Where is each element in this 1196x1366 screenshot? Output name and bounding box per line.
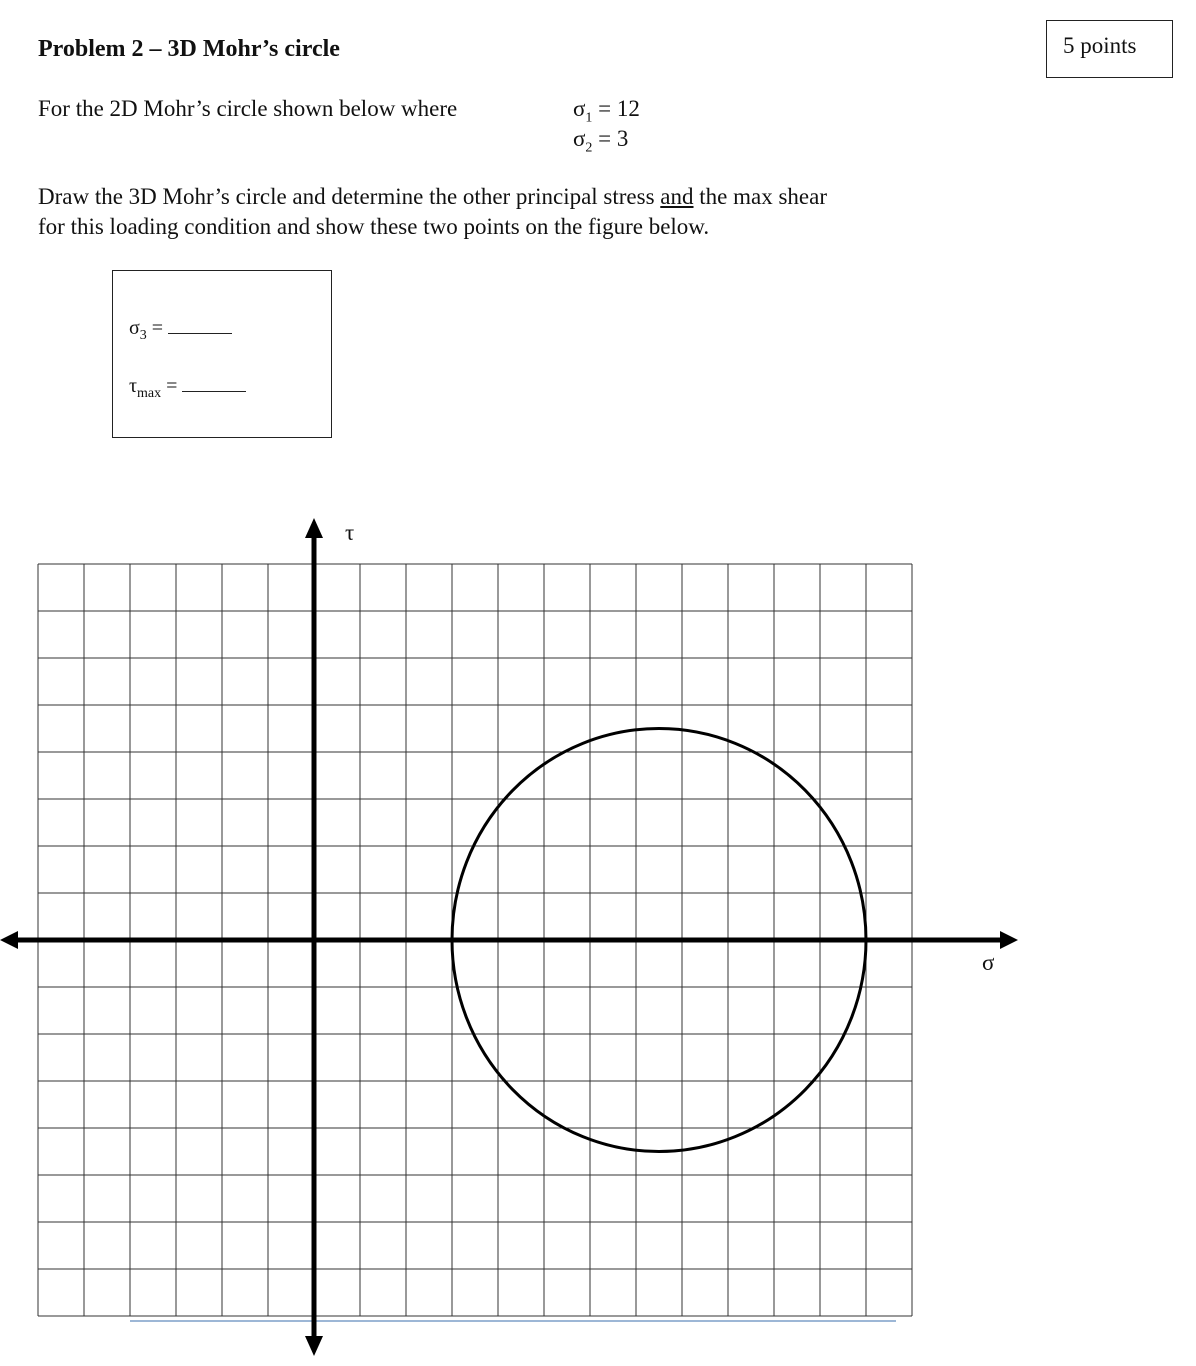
sigma1-symbol: σ: [573, 96, 586, 121]
tau-axis-up-arrow: [305, 518, 323, 538]
tau-axis-label: τ: [345, 520, 355, 545]
instruction-part-b: the max shear: [693, 184, 827, 209]
problem-title: Problem 2 – 3D Mohr’s circle: [38, 36, 340, 62]
sigma-axis-left-arrow: [0, 931, 18, 949]
tau-sub: max: [137, 386, 162, 401]
instruction-line-2: for this loading condition and show these two points on the figure below.: [38, 214, 710, 239]
instruction-part-a: Draw the 3D Mohr’s circle and determine the other principal stress: [38, 184, 661, 209]
tau-equals: =: [161, 375, 183, 397]
points-label: 5 points: [1063, 33, 1137, 58]
tau-axis-down-arrow: [305, 1336, 323, 1356]
sigma2-value: = 3: [598, 126, 629, 151]
sigma1-value: = 12: [598, 96, 640, 121]
sigma-axis-right-arrow: [1000, 931, 1018, 949]
sigma3-sub: 3: [139, 328, 147, 343]
instruction-underlined: and: [660, 184, 694, 209]
sigma3-symbol: σ: [129, 317, 140, 339]
sigma1-sub: 1: [585, 110, 593, 126]
sigma2-sub: 2: [585, 140, 593, 156]
tau-symbol: τ: [129, 375, 138, 397]
sigma-axis-label: σ: [982, 950, 995, 975]
sigma3-equals: =: [146, 317, 169, 339]
given-intro: For the 2D Mohr’s circle shown below where: [38, 96, 458, 121]
sigma2-symbol: σ: [573, 126, 586, 151]
